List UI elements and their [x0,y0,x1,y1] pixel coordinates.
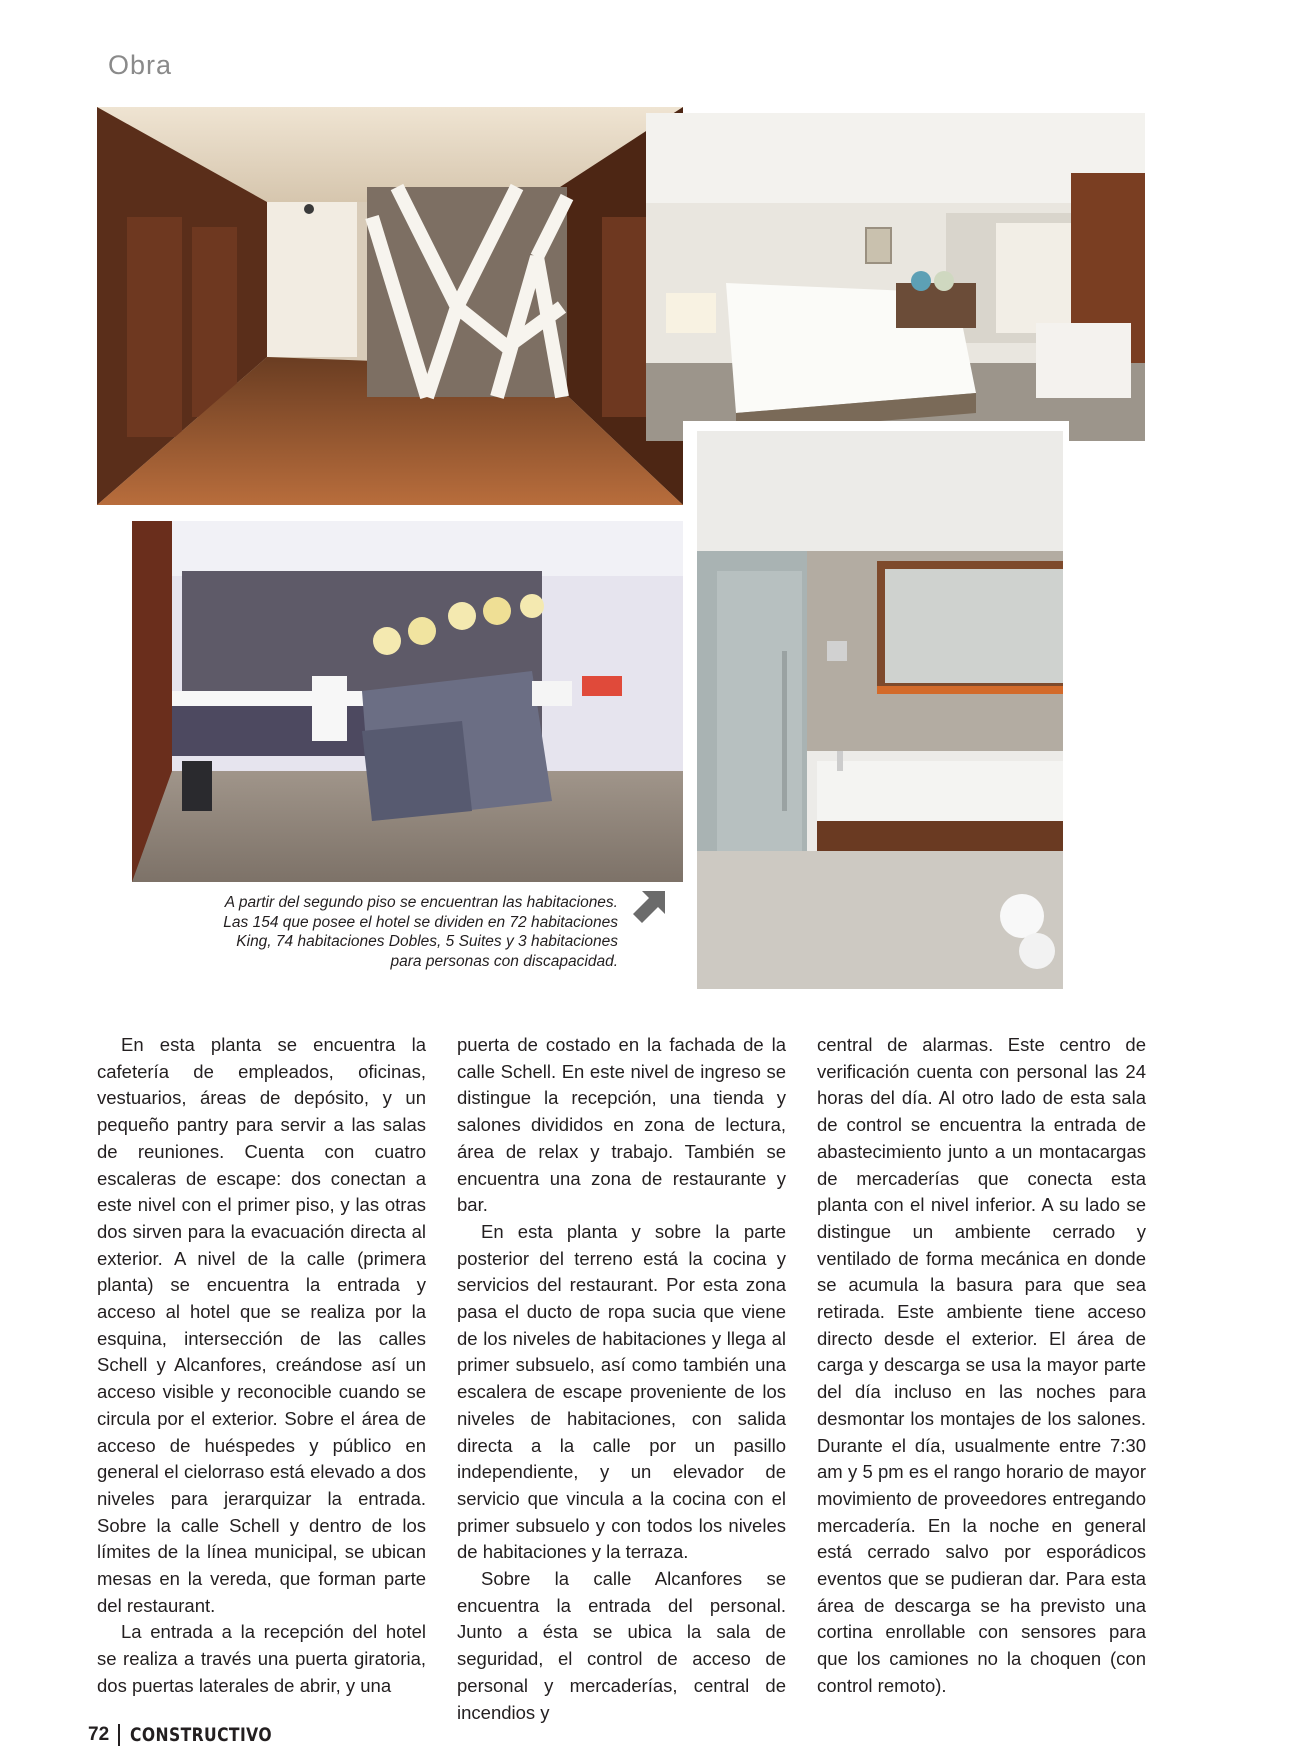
paragraph: puerta de costado en la fachada de la calle Schell. En este nivel de ingreso se distingue la recepción, una tienda y salones divididos en zona de lectura, área de relax y trabajo. También se encuentra una zona de restaurante y bar. [457,1034,786,1216]
arrow-up-right-icon [633,887,669,923]
paragraph: En esta planta y sobre la parte posterior del terreno está la cocina y servicios del restaurant. Por esta zona pasa el ducto de ropa sucia que viene de los niveles de habitaciones y llega al primer subsuelo, así como también una escalera de escape proveniente de los niveles de habitaciones, con salida directa a la calle por un pasillo independiente, y un elevador de servicio que vincula a la cocina con el primer subsuelo y con todos los niveles de habitaciones y la terraza. [457,1220,786,1563]
footer-divider [118,1724,120,1746]
text-column-3 [817,1032,1146,1700]
bathroom-photo [697,431,1063,989]
paragraph: En esta planta se encuentra la cafetería de empleados, oficinas, vestuarios, áreas de depósito, y un pequeño pantry para servir a las salas de reuniones. Cuenta con cuatro escaleras de escape: dos conectan a este nivel con el primer piso, y las otras dos sirven para la evacuación directa al exterior. A nivel de la calle (primera planta) se encuentra la entrada y acceso al hotel que se realiza por la esquina, intersección de las calles Schell y Alcanfores, creándose así un acceso visible y reconocible cuando se circula por el exterior. Sobre el área de acceso de huéspedes y público en general el cielorraso está elevado a dos niveles para jerarquizar la entrada. Sobre la calle Schell y dentro de los límites de la línea municipal, se ubican mesas en la vereda, que forman parte del restaurant. [97,1034,426,1616]
magazine-name: CONSTRUCTIVO [130,1724,273,1746]
bedroom-photo [646,113,1145,441]
paragraph: central de alarmas. Este centro de verificación cuenta con personal las 24 horas del día. Al otro lado de esta sala de control se encuentra la entrada de abastecimiento junto a un montacargas de mercaderías que conecta esta planta con el nivel inferior. A su lado se distingue un ambiente cerrado y ventilado de forma mecánica en donde se acumula la basura para que sea retirada. Este ambiente tiene acceso directo desde el exterior. El área de carga y descarga se usa la mayor parte del día incluso en las noches para desmontar los montajes de los salones. Durante el día, usualmente entre 7:30 am y 5 pm es el rango horario de mayor movimiento de proveedores entregando mercadería. En la noche en general está cerrado salvo por esporádicos eventos que se pudieran dar. Para esta área de descarga se ha previsto una cortina enrollable con sensores para que los camiones no la choquen (con control remoto). [817,1034,1146,1696]
photo-caption [220,893,618,971]
section-label: Obra [108,50,173,80]
page-footer [88,1724,303,1746]
caption-text: A partir del segundo piso se encuentran las habitaciones. Las 154 que posee el hotel se dividen en 72 habitaciones King, 74 habitaciones Dobles, 5 Suites y 3 habitaciones para personas con discapacidad. [223,894,618,970]
text-column-1 [97,1032,426,1700]
text-column-2 [457,1032,786,1726]
paragraph: Sobre la calle Alcanfores se encuentra la entrada del personal. Junto a ésta se ubica la sala de seguridad, el control de acceso de personal y mercaderías, central de incendios y [457,1568,786,1723]
corridor-photo [97,107,683,505]
paragraph: La entrada a la recepción del hotel se realiza a través una puerta giratoria, dos puertas laterales de abrir, y una [97,1621,426,1696]
page-number: 72 [88,1724,110,1745]
suite-living-photo [132,521,683,882]
